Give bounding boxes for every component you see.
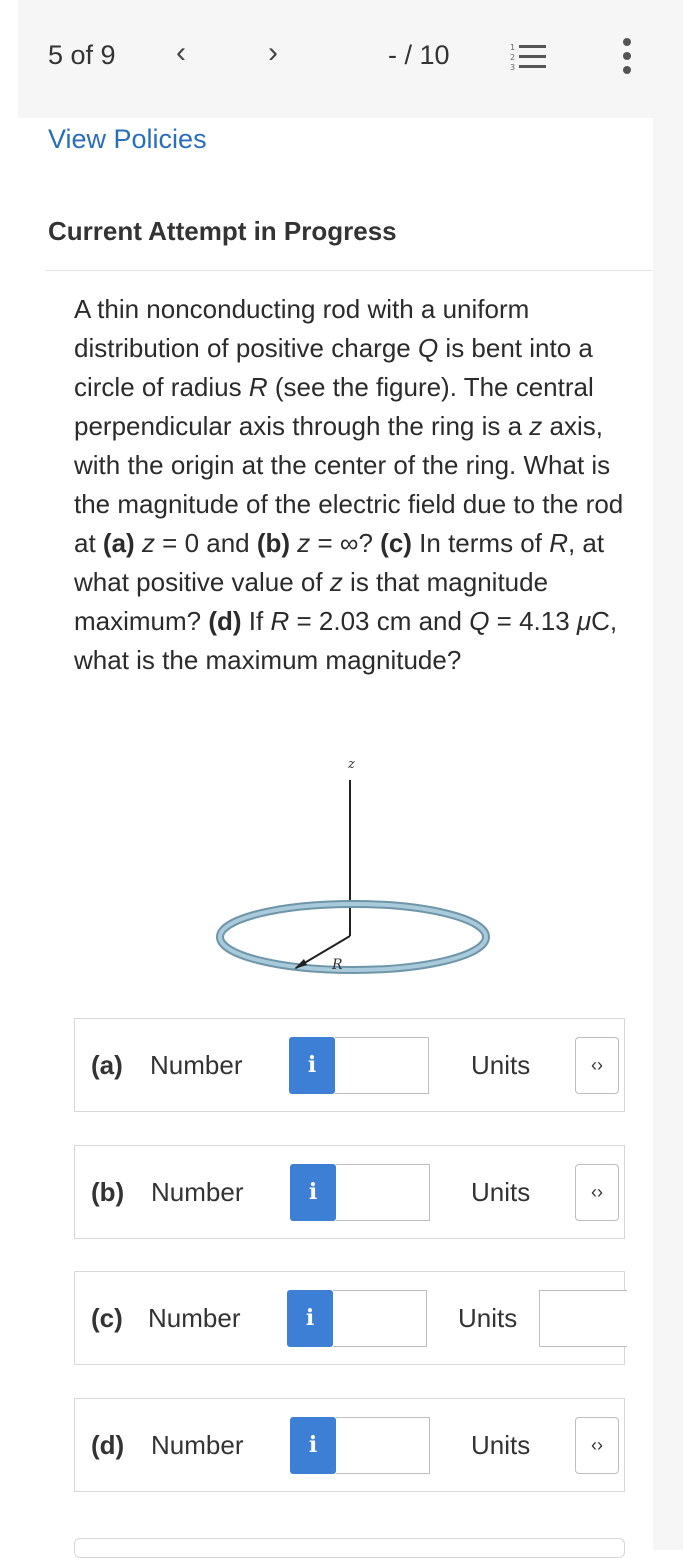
answer-row-a — [74, 1018, 625, 1112]
units-select-a[interactable] — [575, 1037, 619, 1094]
part-letter: (c) — [91, 1303, 123, 1333]
info-button[interactable]: i — [287, 1290, 333, 1347]
left-margin — [0, 0, 18, 1550]
question-points: - / 10 — [388, 40, 450, 70]
units-label: Units — [471, 1430, 531, 1460]
number-input-a[interactable] — [335, 1037, 429, 1094]
number-label: Number — [151, 1430, 244, 1460]
units-input-c[interactable] — [539, 1290, 627, 1347]
charged-ring-figure — [210, 750, 500, 980]
units-select-b[interactable] — [575, 1164, 619, 1221]
figure-z-label: z — [348, 757, 355, 772]
number-label: Number — [151, 1177, 244, 1207]
attempt-status-heading: Current Attempt in Progress — [48, 216, 397, 246]
right-gutter — [653, 118, 683, 1550]
figure-radius-label: R — [332, 957, 343, 973]
svg-text:1: 1 — [510, 43, 516, 52]
question-text: A thin nonconducting rod with a uniform distribution of positive charge Q is bent into a circle of radius R (see the figure). The central perpendicular axis through the ring is a z axis, with the origin at the center of the ring. What is the magnitude of the electric field due to the rod at (a) z = 0 and (b) z = ∞? (c) In terms of R, at what positive value of z is that magnitude maximum? (d) If R = 2.03 cm and Q = 4.13 μC, what is the maximum magnitude? — [74, 294, 624, 675]
select-arrows-icon: ‹› — [591, 1435, 603, 1455]
part-letter: (d) — [91, 1430, 125, 1460]
view-policies-link[interactable]: View Policies — [48, 124, 207, 154]
units-label: Units — [471, 1177, 531, 1207]
svg-text:2: 2 — [510, 53, 516, 62]
chevron-left-icon[interactable]: ‹ — [176, 36, 186, 69]
number-input-b[interactable] — [336, 1164, 430, 1221]
part-letter: (a) — [91, 1050, 123, 1080]
number-label: Number — [150, 1050, 243, 1080]
divider — [46, 270, 652, 271]
number-label: Number — [148, 1303, 241, 1333]
units-select-d[interactable] — [575, 1417, 619, 1474]
info-button[interactable]: i — [290, 1417, 336, 1474]
answer-row-c — [74, 1271, 625, 1365]
next-section-box — [74, 1538, 625, 1558]
answer-row-d — [74, 1398, 625, 1492]
number-input-c[interactable] — [333, 1290, 427, 1347]
answer-row-b — [74, 1145, 625, 1239]
chevron-right-icon[interactable]: › — [268, 36, 278, 69]
top-navigation-bar — [18, 0, 683, 118]
more-vertical-icon[interactable] — [622, 36, 632, 76]
units-label: Units — [471, 1050, 531, 1080]
question-progress: 5 of 9 — [48, 40, 116, 70]
info-button[interactable]: i — [290, 1164, 336, 1221]
select-arrows-icon: ‹› — [591, 1182, 603, 1202]
number-input-d[interactable] — [336, 1417, 430, 1474]
charged-ring-highlight — [220, 904, 486, 970]
svg-text:3: 3 — [510, 63, 516, 72]
numbered-list-icon[interactable] — [510, 42, 546, 72]
units-label: Units — [458, 1303, 518, 1333]
info-button[interactable]: i — [289, 1037, 335, 1094]
part-letter: (b) — [91, 1177, 125, 1207]
select-arrows-icon: ‹› — [591, 1055, 603, 1075]
